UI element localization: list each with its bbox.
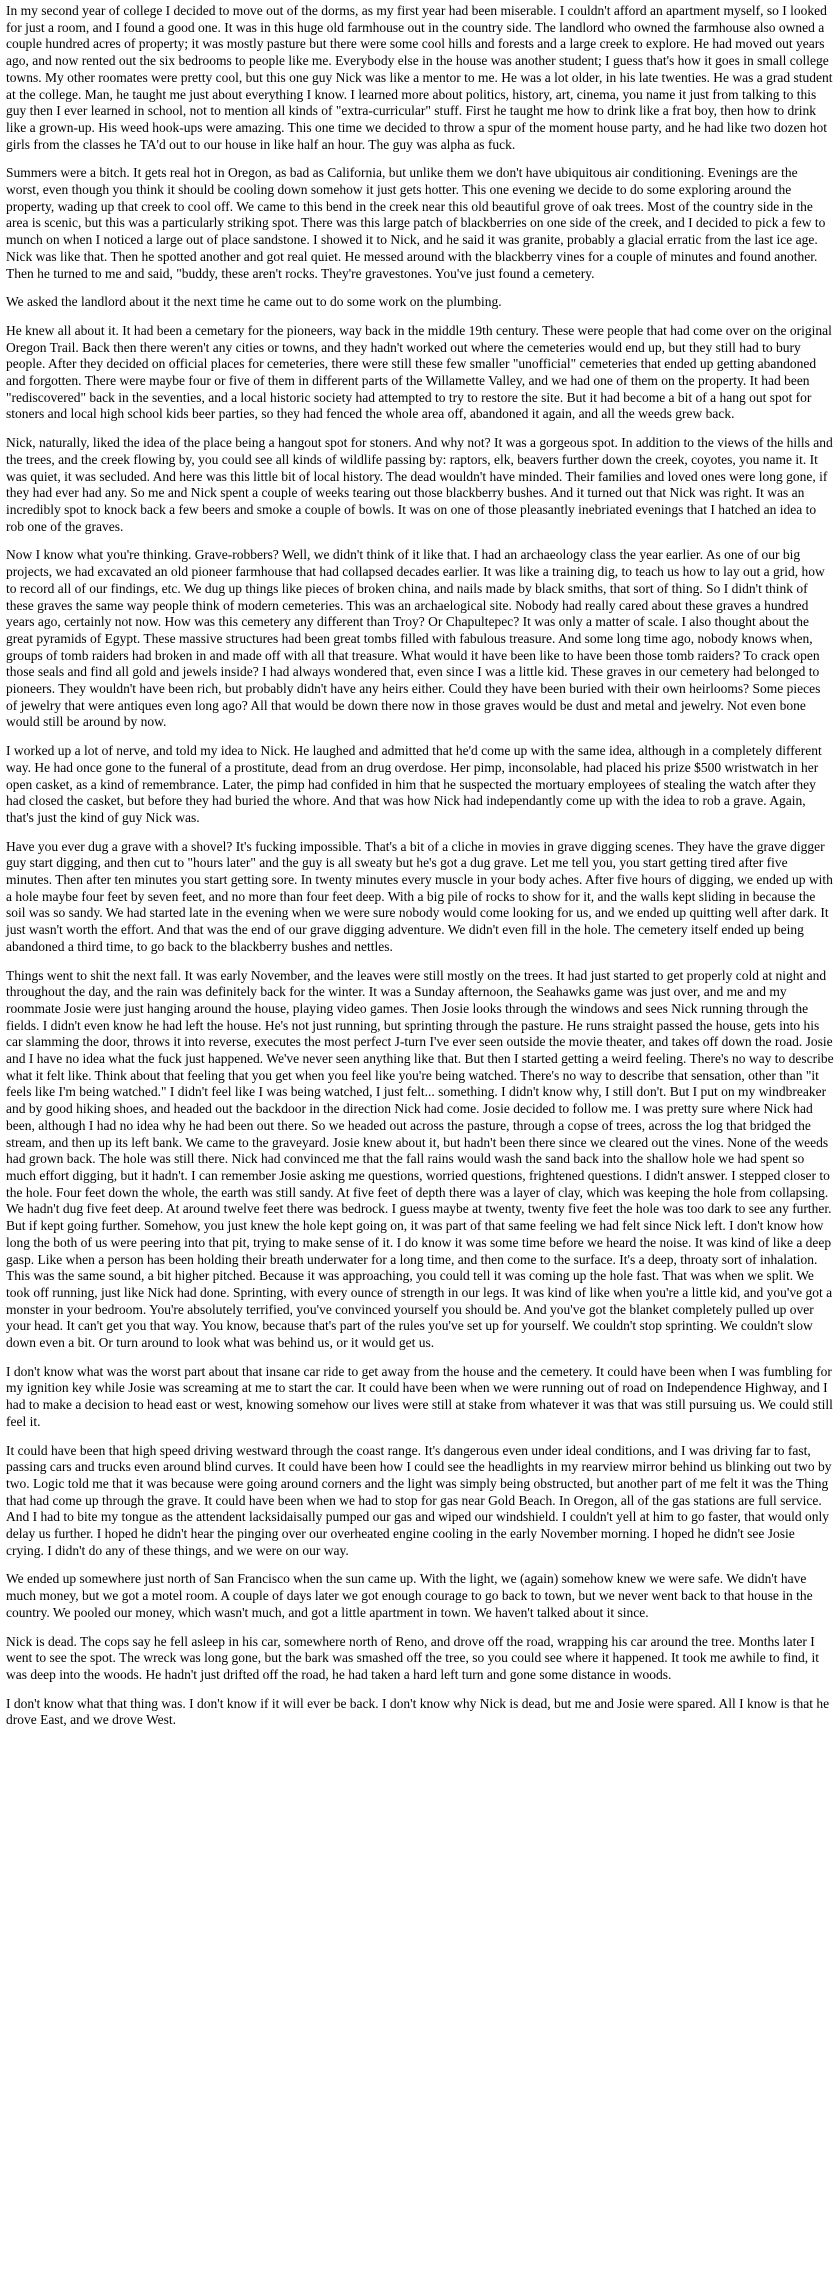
paragraph: Now I know what you're thinking. Grave-robbers? Well, we didn't think of it like that. I had an archaeology class the year earlier. As one of our big projects, we had excavated an old pioneer farmhouse that had collapsed decades earlier. It was like a training dig, to teach us how to lay out a grid, how to record all of our findings, etc. We dug up things like pieces of broken china, and nails made by black smiths, that sort of thing. So I didn't think of these graves the same way people think of modern cemeteries. This was an archaelogical site. Nobody had really cared about these graves a hundred years ago, certainly not now. How was this cemetery any different than Troy? Or Chapultepec? It was only a matter of scale. I also thought about the great pyramids of Egypt. These massive structures had been great tombs filled with fabulous treasure. And some long time ago, nobody knows when, groups of tomb raiders had broken in and made off with all that treasure. What would it have been like to have been those tomb raiders? To crack open those seals and find all gold and jewels inside? I had always wondered that, even since I was a little kid. These graves in our cemetery had belonged to pioneers. They wouldn't have been rich, but probably didn't have any heirs either. Could they have been buried with their own heirlooms? Some pieces of jewelry that were antiques even long ago? All that would be down there now in those graves would be dust and metal and jewelry. Not even bone would still be around by now. bbox=[6, 547, 825, 730]
paragraph: I don't know what that thing was. I don't know if it will ever be back. I don't know why Nick is dead, but me and Josie were spared. All I know is that he drove East, and we drove West. bbox=[6, 1695, 830, 1728]
paragraph: We ended up somewhere just north of San Francisco when the sun came up. With the light, we (again) somehow knew we were safe. We didn't have much money, but we got a motel room. A couple of days later we got enough courage to go back to town, but we never went back to that house in the country. We pooled our money, which wasn't much, and got a little apartment in town. We haven't talked about it since. bbox=[6, 1571, 813, 1620]
paragraph: Nick is dead. The cops say he fell asleep in his car, somewhere north of Reno, and drove off the road, wrapping his car around the tree. Months later I went to see the spot. The wreck was long gone, but the bark was smashed off the tree, so you could see where it happened. It took me awhile to find, it was deep into the woods. He hadn't just drifted off the road, he had taken a hard left turn and gone some distance in woods. bbox=[6, 1633, 820, 1682]
paragraph: He knew all about it. It had been a cemetary for the pioneers, way back in the middle 19th century. These were people that had come over on the original Oregon Trail. Back then there weren't any cities or towns, and they hadn't worked out where the cemeteries would end up, but they still had to bury people. After they decided on official places for cemeteries, there were still these few smaller "unofficial" cemeteries that ended up getting abandoned and forgotten. There were maybe four or five of them in different parts of the Willamette Valley, and we had one of them on the property. It had been "rediscovered" back in the seventies, and a local historic society had attempted to try to restore the site. But it had become a bit of a hang out spot for stoners and local high school kids beer parties, so they had fenced the whole area off, abandoned it again, and all the weeds grew back. bbox=[6, 322, 832, 422]
paragraph: I worked up a lot of nerve, and told my idea to Nick. He laughed and admitted that he'd come up with the same idea, although in a completely different way. He had once gone to the funeral of a prostitute, dead from an drug overdose. Her pimp, inconsolable, had placed his prize $500 wristwatch in her open casket, as a kind of remembrance. Later, the pimp had confided in him that he suspected the mortuary employees of stealing the watch after they had closed the casket, but before they had buried the whore. And that was how Nick had independantly come up with the idea to rob a grave. Again, that's just the kind of guy Nick was. bbox=[6, 743, 822, 825]
paragraph: Have you ever dug a grave with a shovel? It's fucking impossible. That's a bit of a cliche in movies in grave digging scenes. They have the grave digger guy start digging, and then cut to "hours later" and the guy is all sweaty but he's got a dug grave. Let me tell you, you start getting tired after five minutes. Then after ten minutes you start getting sore. In twenty minutes every muscle in your body aches. After five hours of digging, we ended up with a hole maybe four feet by seven feet, and no more than four feet deep. With a big pile of rocks to show for it, and the walls kept sliding in because the soil was so sandy. We had started late in the evening when we were sure nobody would come looking for us, and we ended up quitting well after dark. It just wasn't worth the effort. And that was the end of our grave digging adventure. We didn't even fill in the hole. The cemetery itself ended up being abandoned a third time, to go back to the blackberry bushes and nettles. bbox=[6, 838, 833, 954]
paragraph: It could have been that high speed driving westward through the coast range. It's dangerous even under ideal conditions, and I was driving far to fast, passing cars and trucks even around blind curves. It could have been how I could see the headlights in my rearview mirror behind us blinking out two by two. Logic told me that it was because were going around corners and the light was simply being obstructed, but another part of me felt it was the Thing that had come up through the grave. It could have been when we had to stop for gas near Gold Beach. In Oregon, all of the gas stations are full service. And I had to bite my tongue as the attendent lacksidaisally pumped our gas and wiped our windshield. I couldn't yell at him to go faster, that would only delay us further. I hoped he didn't hear the pinging over our overheated engine cooling in the early November morning. I hoped he didn't see Josie crying. I didn't do any of these things, and we were on our way. bbox=[6, 1442, 832, 1558]
paragraph: We asked the landlord about it the next time he came out to do some work on the plumbing. bbox=[6, 294, 502, 310]
paragraph: Summers were a bitch. It gets real hot in Oregon, as bad as California, but unlike them we don't have ubiquitous air conditioning. Evenings are the worst, even though you think it should be cooling down somehow it just gets hotter. This one evening we decide to do some exploring around the property, wading up that creek to cool off. We came to this bend in the creek near this old beautiful grove of oak trees. Most of the country side in the area is scenic, but this was a particularly striking spot. There was this large patch of blackberries on one side of the creek, and I decided to pick a few to munch on when I noticed a large out of place sandstone. I showed it to Nick, and he said it was granite, probably a glacial erratic from the last ice age. Nick was like that. Then he spotted another and got real quiet. He messed around with the blackberry vines for a couple of minutes and found another. Then he turned to me and said, "buddy, these aren't rocks. They're gravestones. You've just found a cemetery. bbox=[6, 165, 826, 281]
paragraph: I don't know what was the worst part about that insane car ride to get away from the house and the cemetery. It could have been when I was fumbling for my ignition key while Josie was screaming at me to start the car. It could have been when we were running out of road on Independence Highway, and I had to make a decision to head east or west, knowing somehow our lives were still at stake from whatever it was that was still pursuing us. We could still feel it. bbox=[6, 1363, 833, 1429]
paragraph: In my second year of college I decided to move out of the dorms, as my first year had been miserable. I couldn't afford an apartment myself, so I looked for just a room, and I found a good one. It was in this huge old farmhouse out in the country side. The landlord who owned the farmhouse also owned a couple hundred acres of property; it was mostly pasture but there were some cool hills and forests and a large creek to explore. He had moved out years ago, and now rented out the six bedrooms to people like me. Everybody else in the house was another student; I guess that's how it goes in small college towns. My other roomates were pretty cool, but this one guy Nick was like a mentor to me. He was a lot older, in his late twenties. He was a grad student at the college. Man, he taught me just about everything I know. I learned more about politics, history, art, cinema, you name it just from talking to this guy then I ever learned in school, not to mention all kinds of "extra-curricular" stuff. First he taught me how to drink like a frat boy, then how to drink like a grown-up. His weed hook-ups were amazing. This one time we decided to throw a spur of the moment house party, and he had like two dozen hot girls from the classes he TA'd out to our house in like half an hour. The guy was alpha as fuck. bbox=[6, 3, 833, 152]
paragraph: Nick, naturally, liked the idea of the place being a hangout spot for stoners. And why not? It was a gorgeous spot. In addition to the views of the hills and the trees, and the creek flowing by, you could see all kinds of wildlife passing by: raptors, elk, beavers further down the creek, coyotes, you name it. It was quiet, it was secluded. And here was this little bit of local history. The dead wouldn't have minded. Their families and loved ones were long gone, if they had ever had any. So me and Nick spent a couple of weeks tearing out those blackberry bushes. And it turned out that Nick was right. It was an incredibly spot to knock back a few beers and smoke a couple of bowls. It was on one of those pleasantly inebriated evenings that I hatched an idea to rob one of the graves. bbox=[6, 435, 833, 534]
story-text bbox=[6, 3, 834, 1729]
paragraph: Things went to shit the next fall. It was early November, and the leaves were still mostly on the trees. It had just started to get properly cold at night and throughout the day, and the rain was definitely back for the winter. It was a Sunday afternoon, the Seahawks game was just over, and me and my roommate Josie were just hanging around the house, playing video games. Then Josie looks through the windows and sees Nick running through the fields. I didn't even know he had left the house. He's not just running, but sprinting through the pasture. He runs straight passed the house, gets into his car slamming the door, throws it into reverse, executes the most perfect J-turn I've ever seen outside the movie theater, and takes off down the road. Josie and I have no idea what the fuck just happened. We've never seen anything like that. But then I started getting a weird feeling. There's no way to describe what it felt like. Think about that feeling that you get when you feel like you're being watched. There's no way to describe that sensation, other than "it feels like I'm being watched." I didn't feel like I was being watched, I just felt... something. I didn't know why, I still don't. But I put on my windbreaker and by good hiking shoes, and headed out the backdoor in the direction Nick had come. Josie decided to follow me. I was pretty sure where Nick had been, although I had no idea why he had been out there. So we headed out across the pasture, through a copse of trees, across the log that bridged the stream, and then up its left bank. We came to the graveyard. Josie knew about it, but hadn't been there since we cleared out the vines. None of the weeds had grown back. The hole was still there. Nick had convinced me that the fall rains would wash the sand back into the shallow hole we had spent so much effort digging, but it hadn't. I can remember Josie asking me questions, worried questions, frightened questions. I didn't answer. I stepped closer to the hole. Four feet down the whole, the earth was still sandy. At five feet of depth there was a layer of clay, which was keeping the hole from collapsing. We hadn't dug five feet deep. At around twelve feet there was bedrock. I guess maybe at twenty, twenty five feet the hole was too dark to see any further. But if kept going further. Somehow, you just knew the hole kept going on, it was part of that same feeling we had felt since Nick left. I don't know how long the both of us were peering into that pit, trying to make sense of it. I do know it was some time before we heard the noise. It was kind of like a deep gasp. Like when a person has been holding their breath underwater for a long time, and then come to the surface. It's a deep, throaty sort of inhalation. This was the same sound, a bit higher pitched. Because it was approaching, you could tell it was coming up the hole fast. That was when we split. We took off running, just like Nick had done. Sprinting, with every ounce of strength in our legs. It was kind of like when you're a little kid, and you've got a monster in your bedroom. You're absolutely terrified, you've convinced yourself you should be. And you've got the blanket completely pulled up over your head. It can't get you that way. You know, because that's part of the rules you've set up for yourself. We couldn't stop sprinting. We couldn't slow down even a bit. Or turn around to look what was behind us, or it would get us. bbox=[6, 967, 834, 1351]
